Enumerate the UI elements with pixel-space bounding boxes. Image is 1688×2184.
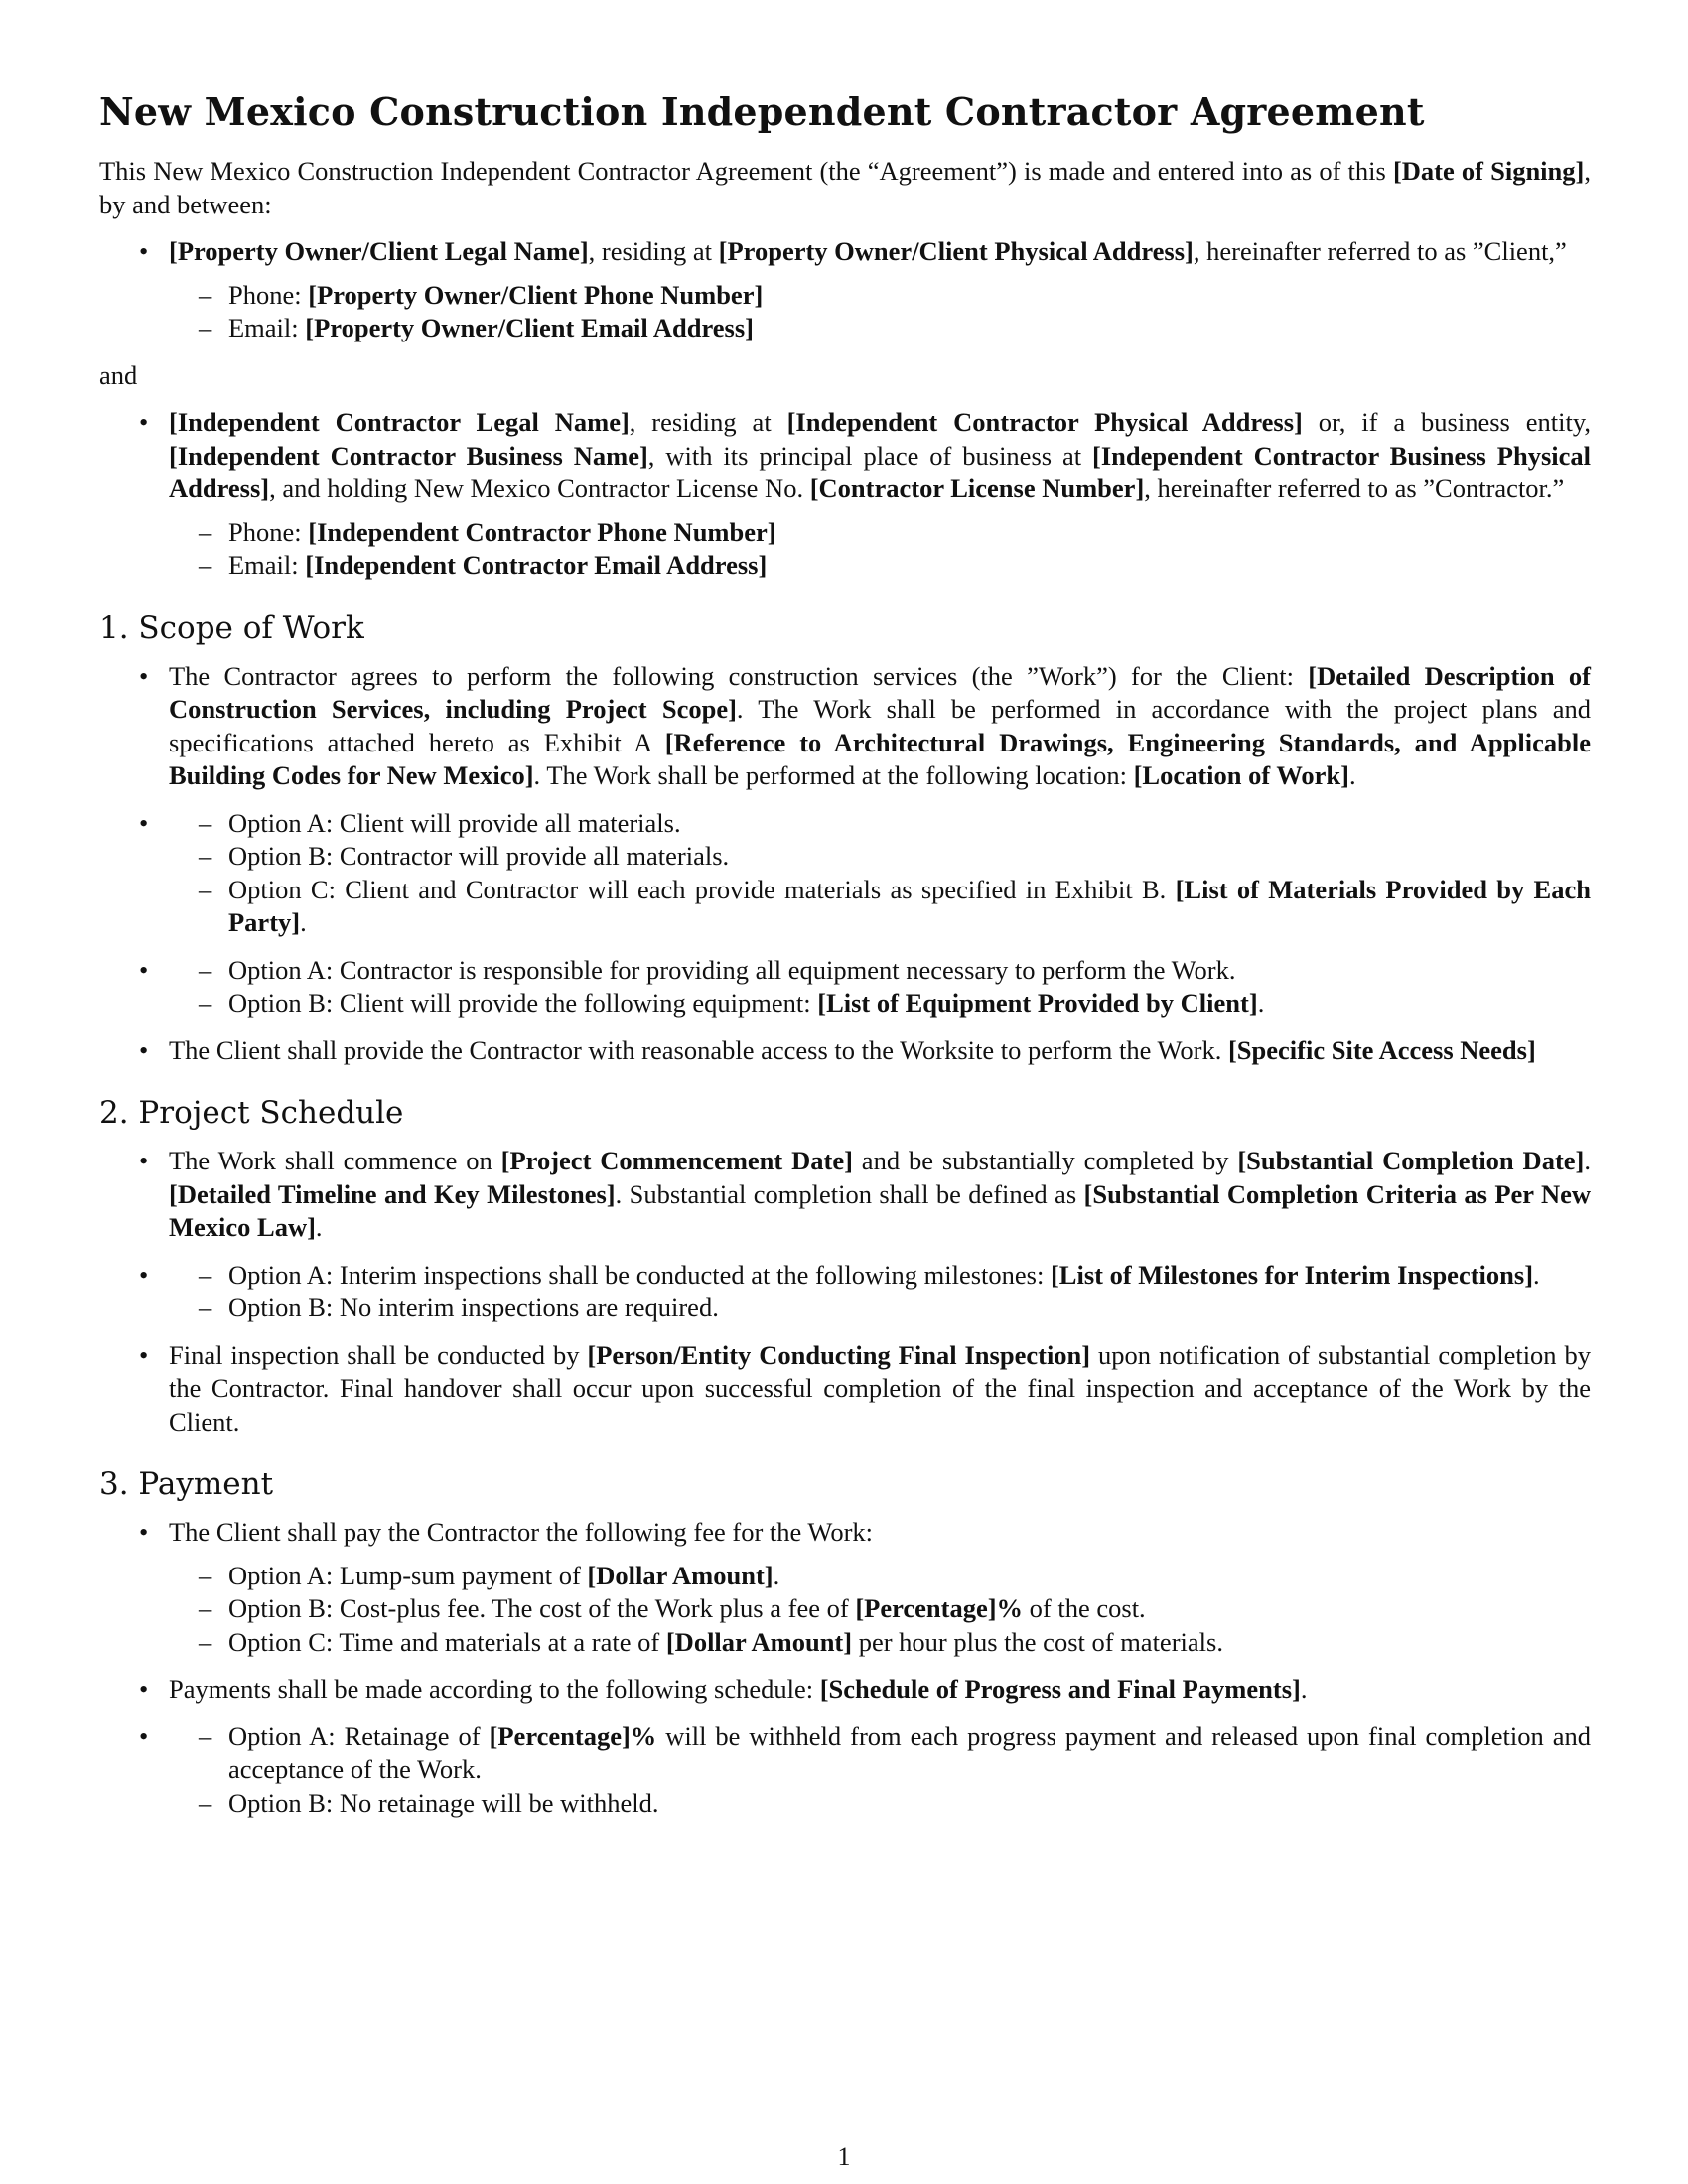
- inspection-options-item: [99, 1259, 1591, 1325]
- option-text: Option A: Interim inspections shall be conducted at the following milestones:: [228, 1259, 1051, 1290]
- email-label: Email:: [228, 550, 306, 580]
- contractor-email-field: [Independent Contractor Email Address]: [305, 550, 768, 580]
- option-text: will be withheld from each progress payment and released upon final completion and acceptance of the Work.: [228, 1720, 1591, 1784]
- page-number: 1: [837, 2142, 851, 2171]
- fee-option-a: [169, 1560, 1591, 1593]
- dollar-amount-field: [Dollar Amount]: [665, 1626, 853, 1657]
- scope-text: .: [1348, 760, 1356, 790]
- scope-work-item: [99, 660, 1591, 793]
- commencement-item: [99, 1145, 1591, 1245]
- section-heading-schedule: 2. Project Schedule: [99, 1095, 404, 1131]
- materials-option-b: – Option B: Contractor will provide all materials.: [169, 840, 1591, 874]
- retainage-options-list: [169, 1720, 1591, 1821]
- intro-paragraph: [99, 155, 1591, 221]
- option-text: .: [773, 1560, 780, 1590]
- contractor-contact-list: [169, 516, 1591, 583]
- payment-schedule-item: [99, 1673, 1591, 1706]
- schedule-text: . Substantial completion shall be defined as: [615, 1178, 1084, 1209]
- inspection-option-b: – Option B: No interim inspections are required.: [169, 1292, 1591, 1325]
- exhibit-a-reference-field: [Reference to Architectural Drawings, Engineering Standards, and Applicable Building Codes for New Mexico]: [169, 727, 1591, 790]
- client-text: , residing at: [588, 236, 719, 266]
- payment-text: .: [1300, 1674, 1308, 1704]
- final-inspector-field: [Person/Entity Conducting Final Inspection]: [587, 1339, 1091, 1370]
- schedule-text: .: [315, 1212, 323, 1242]
- schedule-text: and be substantially completed by: [852, 1146, 1238, 1175]
- materials-option-c: [169, 874, 1591, 940]
- site-access-item: [99, 1034, 1591, 1068]
- final-text: upon notification of substantial completion by the Contractor. Final handover shall occur upon successful completion of the final inspection and acceptance of the Work by the Client.: [169, 1339, 1591, 1436]
- and-separator: and: [99, 359, 138, 390]
- retainage-option-a: [169, 1720, 1591, 1787]
- scope-list: [99, 660, 1591, 1068]
- payment-list: [99, 1516, 1591, 1820]
- percentage-field: [Percentage]%: [855, 1593, 1024, 1623]
- materials-option-a: – • Option A: Client will provide all materials.: [169, 807, 1591, 841]
- email-label: Email:: [228, 313, 306, 342]
- milestones-list-field: [List of Milestones for Interim Inspections]: [1050, 1259, 1534, 1290]
- document-body: [99, 87, 1591, 1834]
- materials-options-item: [99, 807, 1591, 940]
- contractor-text: , residing at: [629, 407, 787, 437]
- access-text: The Client shall provide the Contractor with reasonable access to the Worksite to perform the Work.: [169, 1034, 1228, 1065]
- equipment-options-list: [169, 954, 1591, 1021]
- equipment-option-b: [169, 987, 1591, 1021]
- fee-intro-text: The Client shall pay the Contractor the following fee for the Work:: [169, 1517, 874, 1547]
- contractor-party-list: [99, 406, 1591, 583]
- schedule-text: .: [1584, 1146, 1591, 1175]
- contractor-text: , with its principal place of business at: [647, 440, 1093, 471]
- option-text: Option C: Client and Contractor will each provide materials as specified in Exhibit B.: [228, 874, 1176, 904]
- document-title: New Mexico Construction Independent Contractor Agreement: [99, 89, 1425, 134]
- section-heading-payment: 3. Payment: [99, 1466, 274, 1502]
- client-email-field: [Property Owner/Client Email Address]: [305, 313, 754, 342]
- client-address-field: [Property Owner/Client Physical Address]: [718, 236, 1194, 266]
- retainage-options-item: [99, 1720, 1591, 1821]
- schedule-list: [99, 1145, 1591, 1438]
- option-text: .: [300, 907, 307, 937]
- contractor-phone-item: [169, 516, 1591, 550]
- option-text: Option B: Cost-plus fee. The cost of the Work plus a fee of: [228, 1593, 856, 1623]
- final-inspection-item: [99, 1339, 1591, 1439]
- client-party-item: [99, 235, 1591, 345]
- client-phone-item: [169, 279, 1591, 313]
- retainage-option-b: – Option B: No retainage will be withheld.: [169, 1787, 1591, 1821]
- option-text: Option A: Lump-sum payment of: [228, 1560, 588, 1590]
- timeline-field: [Detailed Timeline and Key Milestones]: [169, 1178, 616, 1209]
- client-text: , hereinafter referred to as ”Client,”: [1193, 236, 1567, 266]
- commencement-date-field: [Project Commencement Date]: [500, 1146, 853, 1175]
- final-text: Final inspection shall be conducted by: [169, 1339, 588, 1370]
- contractor-business-name-field: [Independent Contractor Business Name]: [169, 440, 648, 471]
- fee-options-list: [169, 1560, 1591, 1660]
- client-contact-list: [169, 279, 1591, 345]
- contractor-text: or, if a business entity,: [1302, 407, 1591, 437]
- equipment-list-field: [List of Equipment Provided by Client]: [817, 988, 1258, 1018]
- phone-label: Phone:: [228, 279, 309, 310]
- completion-date-field: [Substantial Completion Date]: [1237, 1146, 1585, 1175]
- option-text: per hour plus the cost of materials.: [852, 1626, 1223, 1657]
- option-text: .: [1257, 988, 1265, 1018]
- contractor-text: , and holding New Mexico Contractor License No.: [269, 474, 810, 503]
- contractor-address-field: [Independent Contractor Physical Address]: [786, 407, 1303, 437]
- contractor-business-address-field: [Independent Contractor Business Physical Address]: [169, 440, 1592, 503]
- work-location-field: [Location of Work]: [1133, 760, 1349, 790]
- contractor-name-field: [Independent Contractor Legal Name]: [169, 407, 630, 437]
- option-text: Option B: Client will provide the following equipment:: [228, 988, 818, 1018]
- contractor-license-field: [Contractor License Number]: [809, 474, 1145, 503]
- client-party-list: [99, 235, 1591, 345]
- option-text: Option A: Retainage of: [228, 1720, 490, 1751]
- phone-label: Phone:: [228, 516, 309, 547]
- percentage-field: [Percentage]%: [489, 1720, 657, 1751]
- inspection-options-list: [169, 1259, 1591, 1325]
- materials-list-field: [List of Materials Provided by Each Party]: [228, 874, 1591, 937]
- equipment-option-a: – • Option A: Contractor is responsible for providing all equipment necessary to perform the Work.: [169, 954, 1591, 988]
- option-text: of the cost.: [1023, 1593, 1146, 1623]
- materials-options-list: [169, 807, 1591, 940]
- intro-text: , by and between:: [99, 156, 1591, 219]
- fee-item: [99, 1516, 1591, 1659]
- completion-criteria-field: [Substantial Completion Criteria as Per New Mexico Law]: [169, 1178, 1591, 1242]
- fee-option-b: [169, 1592, 1591, 1626]
- section-heading-scope: 1. Scope of Work: [99, 610, 364, 646]
- site-access-field: [Specific Site Access Needs]: [1227, 1034, 1536, 1065]
- contractor-phone-field: [Independent Contractor Phone Number]: [308, 516, 776, 547]
- payment-schedule-field: [Schedule of Progress and Final Payments]: [819, 1674, 1301, 1704]
- schedule-text: The Work shall commence on: [169, 1146, 501, 1175]
- client-email-item: [169, 312, 1591, 345]
- option-text: .: [1533, 1259, 1540, 1290]
- date-of-signing-field: [Date of Signing]: [1392, 156, 1585, 186]
- contractor-text: , hereinafter referred to as ”Contractor.”: [1144, 474, 1565, 503]
- intro-text: This New Mexico Construction Independent Contractor Agreement (the “Agreement”) is made and entered into as of this: [99, 156, 1393, 186]
- option-text: Option C: Time and materials at a rate of: [228, 1626, 666, 1657]
- dollar-amount-field: [Dollar Amount]: [587, 1560, 774, 1590]
- scope-text: The Contractor agrees to perform the following construction services (the ”Work”) for the Client:: [169, 660, 1309, 691]
- scope-text: . The Work shall be performed at the following location:: [533, 760, 1134, 790]
- equipment-options-item: [99, 954, 1591, 1021]
- inspection-option-a: [169, 1259, 1591, 1293]
- fee-option-c: [169, 1626, 1591, 1660]
- client-name-field: [Property Owner/Client Legal Name]: [169, 236, 589, 266]
- payment-text: Payments shall be made according to the following schedule:: [169, 1674, 820, 1704]
- contractor-party-item: [99, 406, 1591, 583]
- services-description-field: [Detailed Description of Construction Services, including Project Scope]: [169, 660, 1591, 724]
- client-phone-field: [Property Owner/Client Phone Number]: [308, 279, 764, 310]
- scope-text: . The Work shall be performed in accordance with the project plans and specifications attached hereto as Exhibit A: [169, 694, 1591, 757]
- contractor-email-item: [169, 549, 1591, 583]
